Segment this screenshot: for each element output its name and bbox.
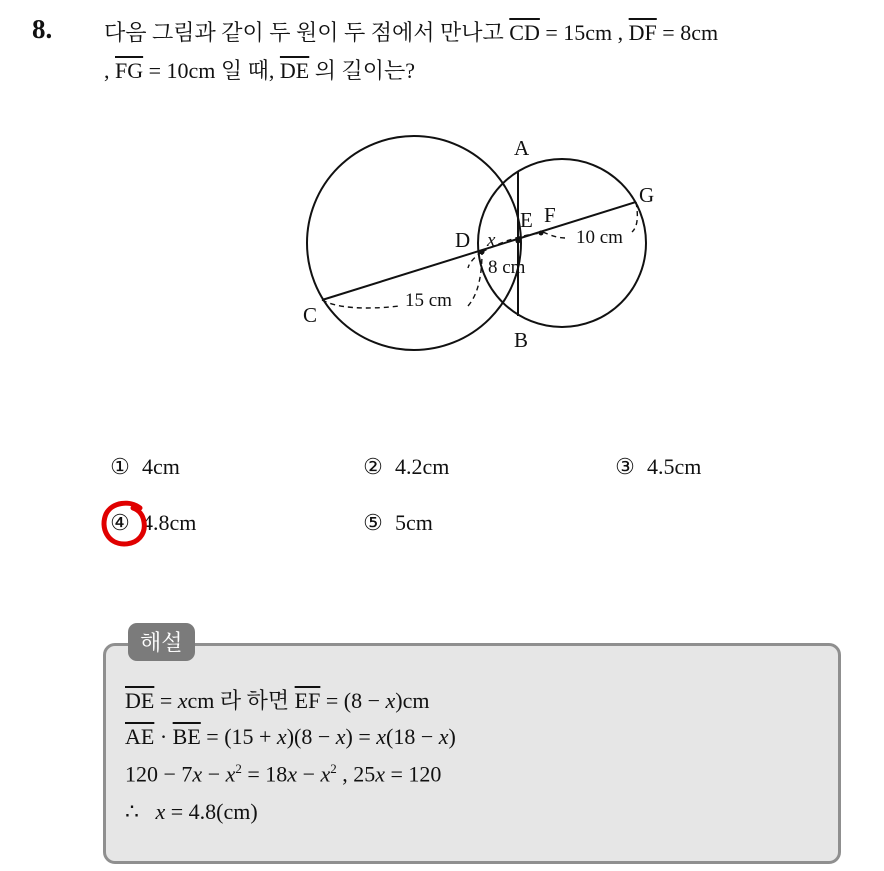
choice-3[interactable] (615, 454, 701, 480)
segment-fg: $\overline{FG}$ (115, 58, 144, 83)
intersecting-circles-figure (290, 110, 680, 370)
question-text-line2 (104, 54, 415, 85)
choice-5[interactable] (363, 510, 433, 536)
solution-text: = (8 − (320, 688, 386, 713)
solution-text: )cm (395, 688, 430, 713)
variable-x: x (155, 799, 166, 824)
solution-text: )(8 − (286, 724, 336, 749)
choice-3-mark: ③ (615, 454, 635, 479)
segment-cd: $\overline{CD}$ (509, 20, 540, 45)
choice-2-mark: ② (363, 454, 383, 479)
solution-text: = (15 + (200, 724, 277, 749)
therefore-text: ∴ (125, 799, 156, 824)
variable-x: x (177, 688, 188, 713)
segment-ae: $\overline{AE}$ (125, 724, 155, 749)
choice-5-mark: ⑤ (363, 510, 383, 535)
question-number: 8. (32, 14, 53, 44)
solution-text: − (202, 761, 226, 787)
question-text: 다음 그림과 같이 두 원이 두 점에서 만나고 (104, 20, 510, 45)
choice-1-mark: ① (110, 454, 130, 479)
label-g: G (639, 183, 655, 207)
choice-2[interactable] (363, 454, 449, 480)
choice-2-text: 4.2cm (395, 454, 450, 479)
brace-fg-left (543, 232, 565, 238)
question-text: 의 길이는? (309, 58, 416, 83)
line-cg (322, 202, 636, 300)
label-cd-length: 15 cm (405, 290, 452, 311)
variable-x: x (376, 724, 387, 749)
label-x: x (487, 230, 496, 251)
variable-x: x (287, 761, 298, 787)
solution-text: = 18 (241, 761, 288, 787)
label-f: F (544, 203, 556, 227)
solution-tag: 해설 (128, 623, 195, 661)
segment-df: $\overline{DF}$ (628, 20, 657, 45)
question-text: = 8cm (656, 20, 719, 45)
variable-x: x (385, 688, 396, 713)
variable-x: x (225, 761, 236, 787)
exponent: 2 (235, 761, 242, 776)
variable-x: x (375, 761, 386, 787)
choice-3-text: 4.5cm (647, 454, 702, 479)
solution-text: ) (448, 724, 456, 749)
segment-de: $\overline{DE}$ (125, 688, 155, 713)
question-text-line1 (104, 16, 718, 47)
brace-fg-right (632, 202, 637, 232)
solution-text: (18 − (386, 724, 439, 749)
choice-4-text: 4.8cm (142, 510, 197, 535)
question-text: , (104, 58, 115, 83)
label-d: D (455, 228, 471, 252)
solution-text: − (297, 761, 321, 787)
label-fg-length: 10 cm (576, 227, 623, 248)
choice-1-text: 4cm (142, 454, 180, 479)
label-a: A (514, 136, 530, 160)
variable-x: x (276, 724, 287, 749)
choice-5-text: 5cm (395, 510, 433, 535)
label-c: C (303, 303, 318, 327)
choice-4-mark: ④ (110, 510, 130, 535)
solution-line-3 (125, 761, 441, 787)
variable-x: x (320, 761, 331, 787)
variable-x: x (192, 761, 203, 787)
solution-text: 120 − 7 (125, 761, 193, 787)
solution-line-1 (125, 684, 429, 715)
solution-line-2 (125, 724, 456, 750)
segment-ef: $\overline{EF}$ (294, 688, 321, 713)
variable-x: x (335, 724, 346, 749)
question-text: = 15cm , (539, 20, 629, 45)
label-e: E (520, 208, 533, 232)
label-b: B (514, 328, 529, 352)
solution-text: cm 라 하면 (187, 688, 295, 713)
point-e-dot (516, 239, 521, 244)
segment-be: $\overline{BE}$ (172, 724, 201, 749)
segment-de: $\overline{DE}$ (279, 58, 310, 83)
solution-text: ) = (345, 724, 377, 749)
solution-text: = 4.8(cm) (165, 799, 258, 824)
point-f-dot (539, 231, 544, 236)
solution-text: , 25 (336, 761, 376, 787)
brace-cd-left (322, 300, 400, 308)
solution-text: = 120 (385, 761, 442, 787)
question-text: = 10cm 일 때, (143, 58, 280, 83)
solution-text: = (154, 688, 178, 713)
solution-box (103, 643, 841, 864)
point-d-dot (480, 250, 485, 255)
answer-circle-mark (100, 498, 152, 550)
label-df-length: 8 cm (488, 257, 526, 278)
choice-1[interactable] (110, 454, 180, 480)
solution-text: · (154, 724, 173, 749)
exponent: 2 (330, 761, 337, 776)
solution-line-4 (125, 799, 258, 825)
variable-x: x (438, 724, 449, 749)
